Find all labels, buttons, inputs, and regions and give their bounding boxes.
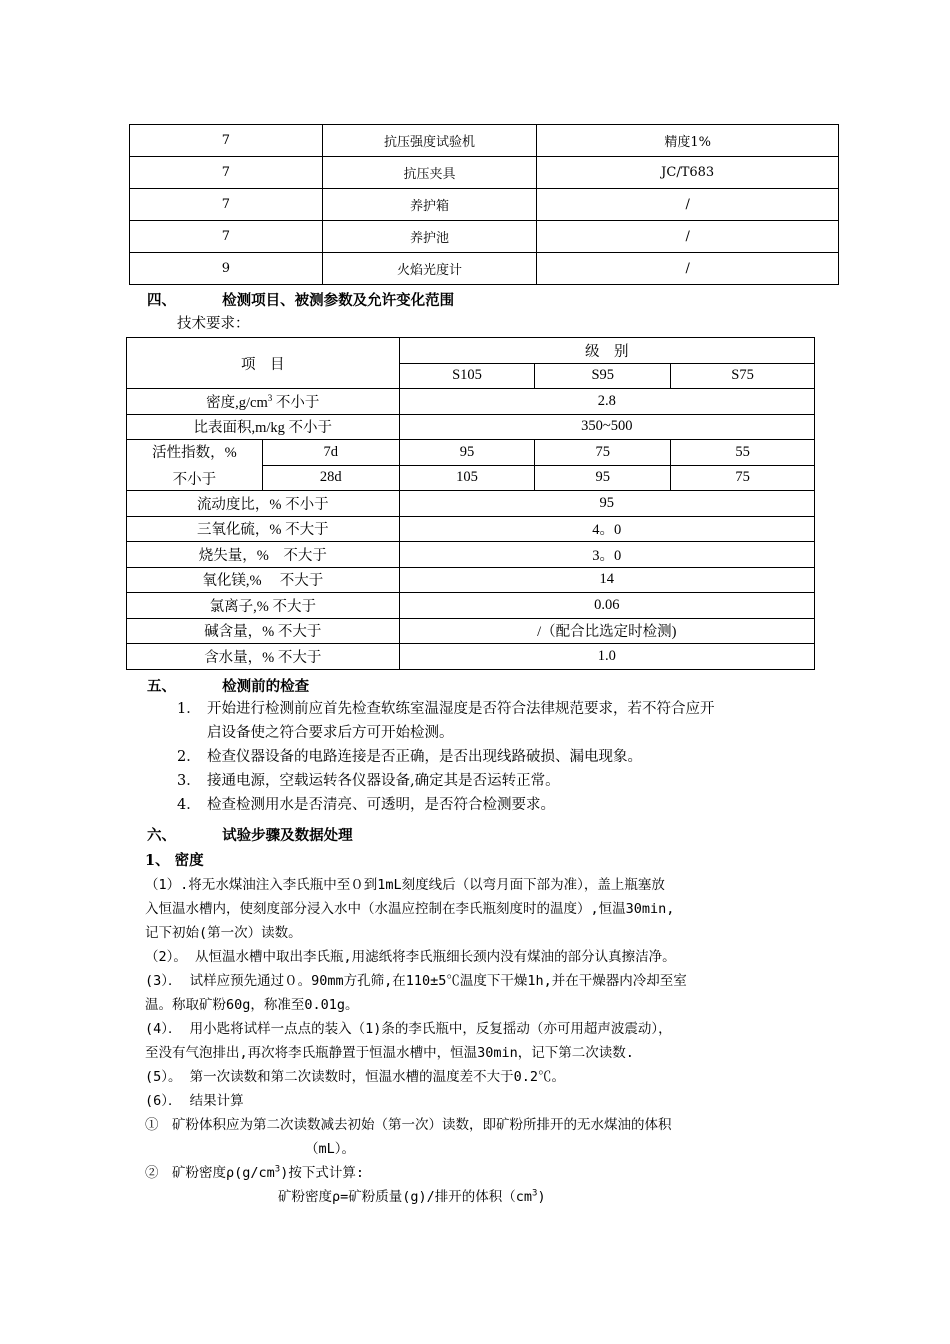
procedure-line: (6）． 结果计算 <box>145 1093 244 1109</box>
table-row <box>127 414 815 440</box>
equipment-spec: / <box>537 253 839 285</box>
equipment-no: 7 <box>130 189 323 221</box>
activity-label-line-2: 不小于 <box>172 472 217 488</box>
table-row <box>127 542 815 568</box>
formula-text: 矿粉密度ρ=矿粉质量(g)/排开的体积（cm <box>278 1189 533 1205</box>
activity-label <box>127 440 263 491</box>
procedure-line: 记下初始(第一次）读数。 <box>145 925 302 941</box>
density-label-text: 密度,g/cm <box>206 394 268 411</box>
calc-text: )按下式计算: <box>280 1165 364 1181</box>
equipment-name: 抗压强度试验机 <box>322 125 537 157</box>
activity-value: 95 <box>535 465 671 491</box>
row-label: 流动度比，% 不小于 <box>127 491 400 517</box>
table-row <box>127 516 815 542</box>
table-row <box>130 125 839 157</box>
list-item-text: 启设备使之符合要求后方可开始检测。 <box>207 725 454 741</box>
activity-age: 28d <box>262 465 399 491</box>
surface-label: 比表面积,m/kg 不小于 <box>127 414 400 440</box>
row-value: /（配合比选定时检测) <box>399 618 814 644</box>
row-value: 95 <box>399 491 814 517</box>
equipment-table <box>129 124 839 285</box>
tech-requirements-label: 技术要求： <box>177 316 250 332</box>
table-row <box>127 618 815 644</box>
row-value: 1.0 <box>399 644 814 670</box>
list-item <box>177 698 827 722</box>
table-header-row <box>127 338 815 364</box>
section-6-heading <box>147 824 353 845</box>
list-item <box>177 746 827 770</box>
list-item-text: 检查检测用水是否清亮、可透明，是否符合检测要求。 <box>207 797 555 813</box>
section-number: 四、 <box>147 292 176 309</box>
equipment-spec: JC/T683 <box>537 157 839 189</box>
table-row <box>127 440 815 466</box>
grade-s95: S95 <box>535 363 671 389</box>
calc-text: ② 矿粉密度ρ(g/cm <box>145 1165 275 1181</box>
activity-value: 105 <box>399 465 535 491</box>
row-label: 三氧化硫，% 不大于 <box>127 516 400 542</box>
calc-line: ① 矿粉体积应为第二次读数减去初始（第一次）读数，即矿粉所排开的无水煤油的体积 <box>145 1117 672 1133</box>
section-number: 五、 <box>147 678 176 695</box>
activity-value: 95 <box>399 440 535 466</box>
activity-age: 7d <box>262 440 399 466</box>
list-item-text: 开始进行检测前应首先检查软练室温湿度是否符合法律规范要求，若不符合应开 <box>207 701 715 717</box>
equipment-name: 养护箱 <box>322 189 537 221</box>
list-item-number: 1． <box>177 701 201 717</box>
activity-label-line-1: 活性指数，% <box>152 445 237 461</box>
equipment-no: 7 <box>130 221 323 253</box>
activity-value: 75 <box>535 440 671 466</box>
procedure-line: (4）． 用小匙将试样一点点的装入（1)条的李氏瓶中，反复摇动（亦可用超声波震动）， <box>145 1021 672 1037</box>
section-5-heading <box>147 675 309 696</box>
procedure-line: (5）。 第一次读数和第二次读数时，恒温水槽的温度差不大于0.2℃。 <box>145 1069 566 1085</box>
row-value: 4。0 <box>399 516 814 542</box>
equipment-name: 火焰光度计 <box>322 253 537 285</box>
row-value: 3。0 <box>399 542 814 568</box>
row-label: 氧化镁,% 不大于 <box>127 567 400 593</box>
row-value: 0.06 <box>399 593 814 619</box>
table-row <box>127 567 815 593</box>
equipment-spec: 精度1% <box>537 125 839 157</box>
procedure-line: 温。称取矿粉60g，称准至0.01g。 <box>145 997 359 1013</box>
density-value: 2.8 <box>399 389 814 415</box>
table-row <box>127 491 815 517</box>
spec-table <box>126 337 815 670</box>
list-item <box>177 794 827 818</box>
table-row <box>130 221 839 253</box>
calc-line <box>145 1162 825 1186</box>
procedure-line: 至没有气泡排出,再次将李氏瓶静置于恒温水槽中，恒温30min，记下第二次读数. <box>145 1045 634 1061</box>
row-label: 碱含量，% 不大于 <box>127 618 400 644</box>
formula-line <box>145 1186 825 1210</box>
table-row <box>130 253 839 285</box>
equipment-spec: / <box>537 189 839 221</box>
activity-value: 55 <box>671 440 815 466</box>
section-5-list <box>177 698 827 818</box>
header-item: 项 目 <box>127 338 400 389</box>
procedure-line: （2）。 从恒温水槽中取出李氏瓶,用滤纸将李氏瓶细长颈内没有煤油的部分认真擦洁净。 <box>145 949 676 965</box>
table-row <box>127 644 815 670</box>
table-row <box>130 189 839 221</box>
row-value: 14 <box>399 567 814 593</box>
list-item-number: 3． <box>177 773 201 789</box>
density-procedure <box>145 874 825 1210</box>
formula-text: ) <box>537 1189 546 1205</box>
table-row <box>127 389 815 415</box>
calc-sup: 3 <box>274 1164 281 1175</box>
row-label: 氯离子,% 不大于 <box>127 593 400 619</box>
section-title: 试验步骤及数据处理 <box>222 827 353 844</box>
table-row <box>127 593 815 619</box>
activity-value: 75 <box>671 465 815 491</box>
section-title: 检测前的检查 <box>222 678 310 695</box>
formula-sup: 3 <box>532 1188 538 1199</box>
equipment-no: 7 <box>130 157 323 189</box>
procedure-line: 入恒温水槽内，使刻度部分浸入水中（水温应控制在李氏瓶刻度时的温度）,恒温30min, <box>145 901 675 917</box>
list-item-text: 检查仪器设备的电路连接是否正确，是否出现线路破损、漏电现象。 <box>207 749 642 765</box>
calc-line: （mL）。 <box>305 1141 356 1157</box>
equipment-name: 抗压夹具 <box>322 157 537 189</box>
grade-s75: S75 <box>671 363 815 389</box>
table-row <box>130 157 839 189</box>
row-label: 烧失量，% 不大于 <box>127 542 400 568</box>
list-item-number: 2． <box>177 749 201 765</box>
equipment-name: 养护池 <box>322 221 537 253</box>
surface-value: 350~500 <box>399 414 814 440</box>
density-suffix: 不小于 <box>272 394 320 411</box>
procedure-line: （1）.将无水煤油注入李氏瓶中至０到1mL刻度线后（以弯月面下部为准），盖上瓶塞放 <box>145 877 665 893</box>
list-item <box>177 722 827 746</box>
density-label <box>127 389 400 415</box>
list-item <box>177 770 827 794</box>
grade-s105: S105 <box>399 363 535 389</box>
row-label: 含水量，% 不大于 <box>127 644 400 670</box>
procedure-line: (3）． 试样应预先通过０。90mm方孔筛,在110±5℃温度下干燥1h,并在干燥器内冷却至室 <box>145 973 687 989</box>
equipment-no: 9 <box>130 253 323 285</box>
section-number: 六、 <box>147 827 176 844</box>
section-4-heading <box>147 289 454 310</box>
equipment-spec: / <box>537 221 839 253</box>
density-sup: 3 <box>267 392 273 403</box>
equipment-no: 7 <box>130 125 323 157</box>
header-grade: 级 别 <box>399 338 814 364</box>
list-item-text: 接通电源，空载运转各仪器设备,确定其是否运转正常。 <box>207 773 560 789</box>
section-title: 检测项目、被测参数及允许变化范围 <box>222 292 455 309</box>
list-item-number: 4． <box>177 797 201 813</box>
density-subheading: 1、 密度 <box>145 852 204 869</box>
